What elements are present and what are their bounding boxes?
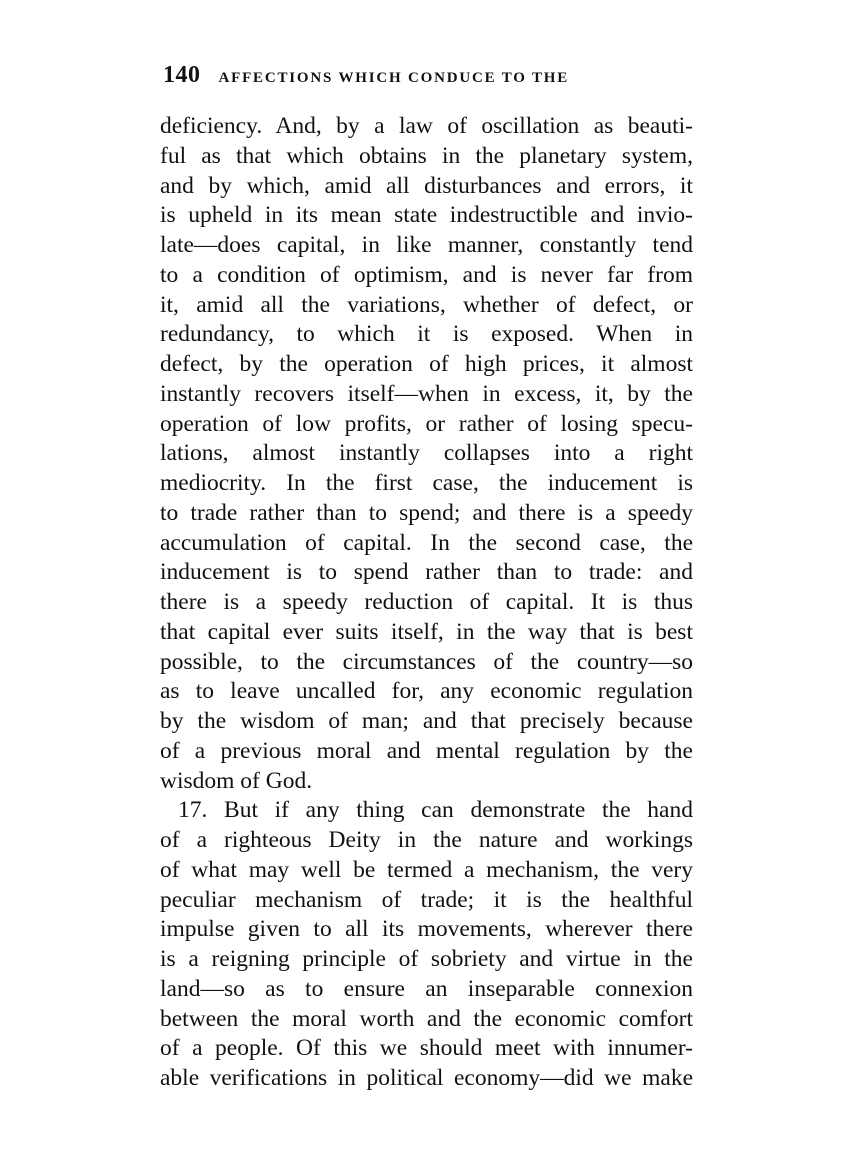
text-line: between the moral worth and the economic comfort bbox=[160, 1005, 693, 1032]
text-line: operation of low profits, or rather of losing specu- bbox=[160, 410, 693, 437]
text-line: by the wisdom of man; and that precisely because bbox=[160, 708, 693, 734]
body-text bbox=[160, 112, 693, 1094]
text-line: inducement is to spend rather than to trade: and bbox=[160, 559, 693, 586]
text-line: is upheld in its mean state indestructible and invio- bbox=[160, 202, 693, 229]
text-line: ful as that which obtains in the planetary system, bbox=[160, 142, 693, 169]
running-title: AFFECTIONS WHICH CONDUCE TO THE bbox=[218, 70, 570, 86]
text-line: peculiar mechanism of trade; it is the healthful bbox=[160, 886, 693, 913]
text-line: that capital ever suits itself, in the way that is best bbox=[160, 618, 693, 645]
paragraph-2 bbox=[160, 796, 693, 1094]
text-line: redundancy, to which it is exposed. When in bbox=[160, 321, 693, 348]
text-line: of a righteous Deity in the nature and workings bbox=[160, 827, 693, 853]
text-line: deficiency. And, by a law of oscillation as beauti- bbox=[160, 113, 693, 139]
text-line: to a condition of optimism, and is never far from bbox=[160, 261, 693, 288]
text-line: is a reigning principle of sobriety and virtue in the bbox=[160, 946, 693, 972]
text-line: possible, to the circumstances of the country—so bbox=[160, 648, 693, 675]
text-line: and by which, amid all disturbances and errors, it bbox=[160, 172, 693, 199]
text-line: of what may well be termed a mechanism, the very bbox=[160, 856, 693, 883]
running-head bbox=[163, 62, 703, 92]
page-number: 140 bbox=[163, 62, 201, 88]
text-line: able verifications in political economy—did we make bbox=[160, 1065, 693, 1091]
text-line: wisdom of God. bbox=[160, 767, 313, 794]
text-line: mediocrity. In the first case, the inducement is bbox=[160, 470, 693, 496]
text-line: of a people. Of this we should meet with innumer- bbox=[160, 1035, 693, 1062]
text-line: instantly recovers itself—when in excess, it, by the bbox=[160, 380, 693, 407]
text-line: lations, almost instantly collapses into a right bbox=[160, 440, 693, 467]
text-line: there is a speedy reduction of capital. It is thus bbox=[160, 589, 693, 615]
text-line: impulse given to all its movements, wherever there bbox=[160, 916, 693, 943]
text-line: land—so as to ensure an inseparable connexion bbox=[160, 975, 693, 1002]
text-line: defect, by the operation of high prices, it almost bbox=[160, 351, 693, 377]
text-line: 17. But if any thing can demonstrate the hand bbox=[178, 797, 693, 824]
text-line: accumulation of capital. In the second case, the bbox=[160, 529, 693, 556]
text-line: as to leave uncalled for, any economic regulation bbox=[160, 678, 693, 705]
text-line: late—does capital, in like manner, constantly tend bbox=[160, 232, 693, 258]
text-line: it, amid all the variations, whether of defect, or bbox=[160, 291, 693, 318]
text-line: of a previous moral and mental regulation by the bbox=[160, 737, 693, 764]
text-line: to trade rather than to spend; and there is a speedy bbox=[160, 499, 693, 526]
paragraph-1 bbox=[160, 112, 693, 796]
